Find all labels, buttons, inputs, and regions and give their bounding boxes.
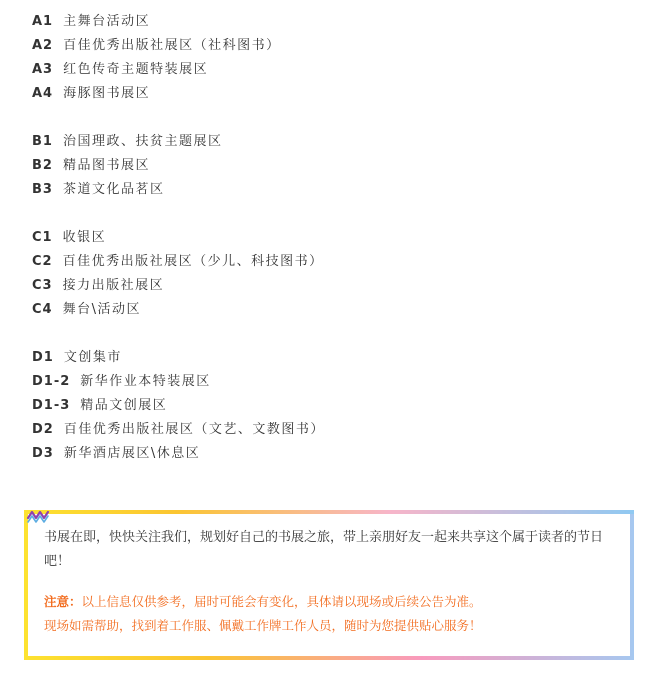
- zone-name: 收银区: [62, 230, 107, 245]
- zone-name: 百佳优秀出版社展区（文艺、文教图书）: [63, 422, 325, 437]
- zone-code: D1-2: [32, 374, 71, 389]
- zone-row-d2: [32, 418, 632, 442]
- zone-name: 新华作业本特装展区: [80, 374, 211, 389]
- zone-code: C4: [32, 302, 53, 317]
- warning-line-1: [44, 590, 616, 614]
- zone-list: [32, 10, 632, 466]
- zone-name: 接力出版社展区: [62, 278, 165, 293]
- zone-code: D1: [32, 350, 54, 365]
- zone-code: A2: [32, 38, 54, 53]
- zone-row-c3: [32, 274, 632, 298]
- zone-code: D2: [32, 422, 54, 437]
- group-spacer: [32, 202, 632, 226]
- zone-code: D1-3: [32, 398, 71, 413]
- zone-name: 百佳优秀出版社展区（少儿、科技图书）: [62, 254, 324, 269]
- zone-row-d3: [32, 442, 632, 466]
- zone-code: C3: [32, 278, 53, 293]
- warning-label: 注意：: [44, 594, 82, 609]
- zone-code: D3: [32, 446, 54, 461]
- zone-row-a4: [32, 82, 632, 106]
- zone-row-c1: [32, 226, 632, 250]
- warning-text-1: 以上信息仅供参考，届时可能会有变化，具体请以现场或后续公告为准。: [81, 594, 482, 609]
- group-spacer: [32, 106, 632, 130]
- zone-row-b3: [32, 178, 632, 202]
- zone-row-a3: [32, 58, 632, 82]
- zone-row-a2: [32, 34, 632, 58]
- zone-row-d1-3: [32, 394, 632, 418]
- notice-box: [24, 510, 634, 660]
- zone-row-b1: [32, 130, 632, 154]
- zone-name: 精品文创展区: [80, 398, 168, 413]
- zone-code: B3: [32, 182, 53, 197]
- zone-code: B1: [32, 134, 53, 149]
- zone-name: 红色传奇主题特装展区: [63, 62, 209, 77]
- zone-name: 舞台\活动区: [62, 302, 141, 317]
- warning-line-2: 现场如需帮助，找到着工作服、佩戴工作牌工作人员，随时为您提供贴心服务！: [44, 618, 482, 633]
- notice-text: [44, 526, 616, 638]
- group-spacer: [32, 322, 632, 346]
- zone-name: 茶道文化品茗区: [62, 182, 165, 197]
- zone-name: 精品图书展区: [62, 158, 150, 173]
- notice-warning: [44, 590, 616, 638]
- zone-code: C2: [32, 254, 53, 269]
- zone-name: 文创集市: [63, 350, 122, 365]
- zone-row-d1: [32, 346, 632, 370]
- zone-name: 新华酒店展区\休息区: [63, 446, 201, 461]
- zone-row-c2: [32, 250, 632, 274]
- zone-code: A3: [32, 62, 54, 77]
- zone-code: A4: [32, 86, 54, 101]
- zone-code: B2: [32, 158, 53, 173]
- zone-row-a1: [32, 10, 632, 34]
- zone-name: 海豚图书展区: [63, 86, 151, 101]
- zone-row-c4: [32, 298, 632, 322]
- notice-intro: 书展在即，快快关注我们，规划好自己的书展之旅，带上亲朋好友一起来共享这个属于读者的节日吧！: [44, 530, 604, 569]
- zone-name: 百佳优秀出版社展区（社科图书）: [63, 38, 281, 53]
- squiggle-deco-icon: [26, 506, 50, 524]
- zone-name: 治国理政、扶贫主题展区: [62, 134, 223, 149]
- zone-row-b2: [32, 154, 632, 178]
- zone-code: A1: [32, 14, 54, 29]
- zone-row-d1-2: [32, 370, 632, 394]
- zone-code: C1: [32, 230, 53, 245]
- zone-name: 主舞台活动区: [63, 14, 151, 29]
